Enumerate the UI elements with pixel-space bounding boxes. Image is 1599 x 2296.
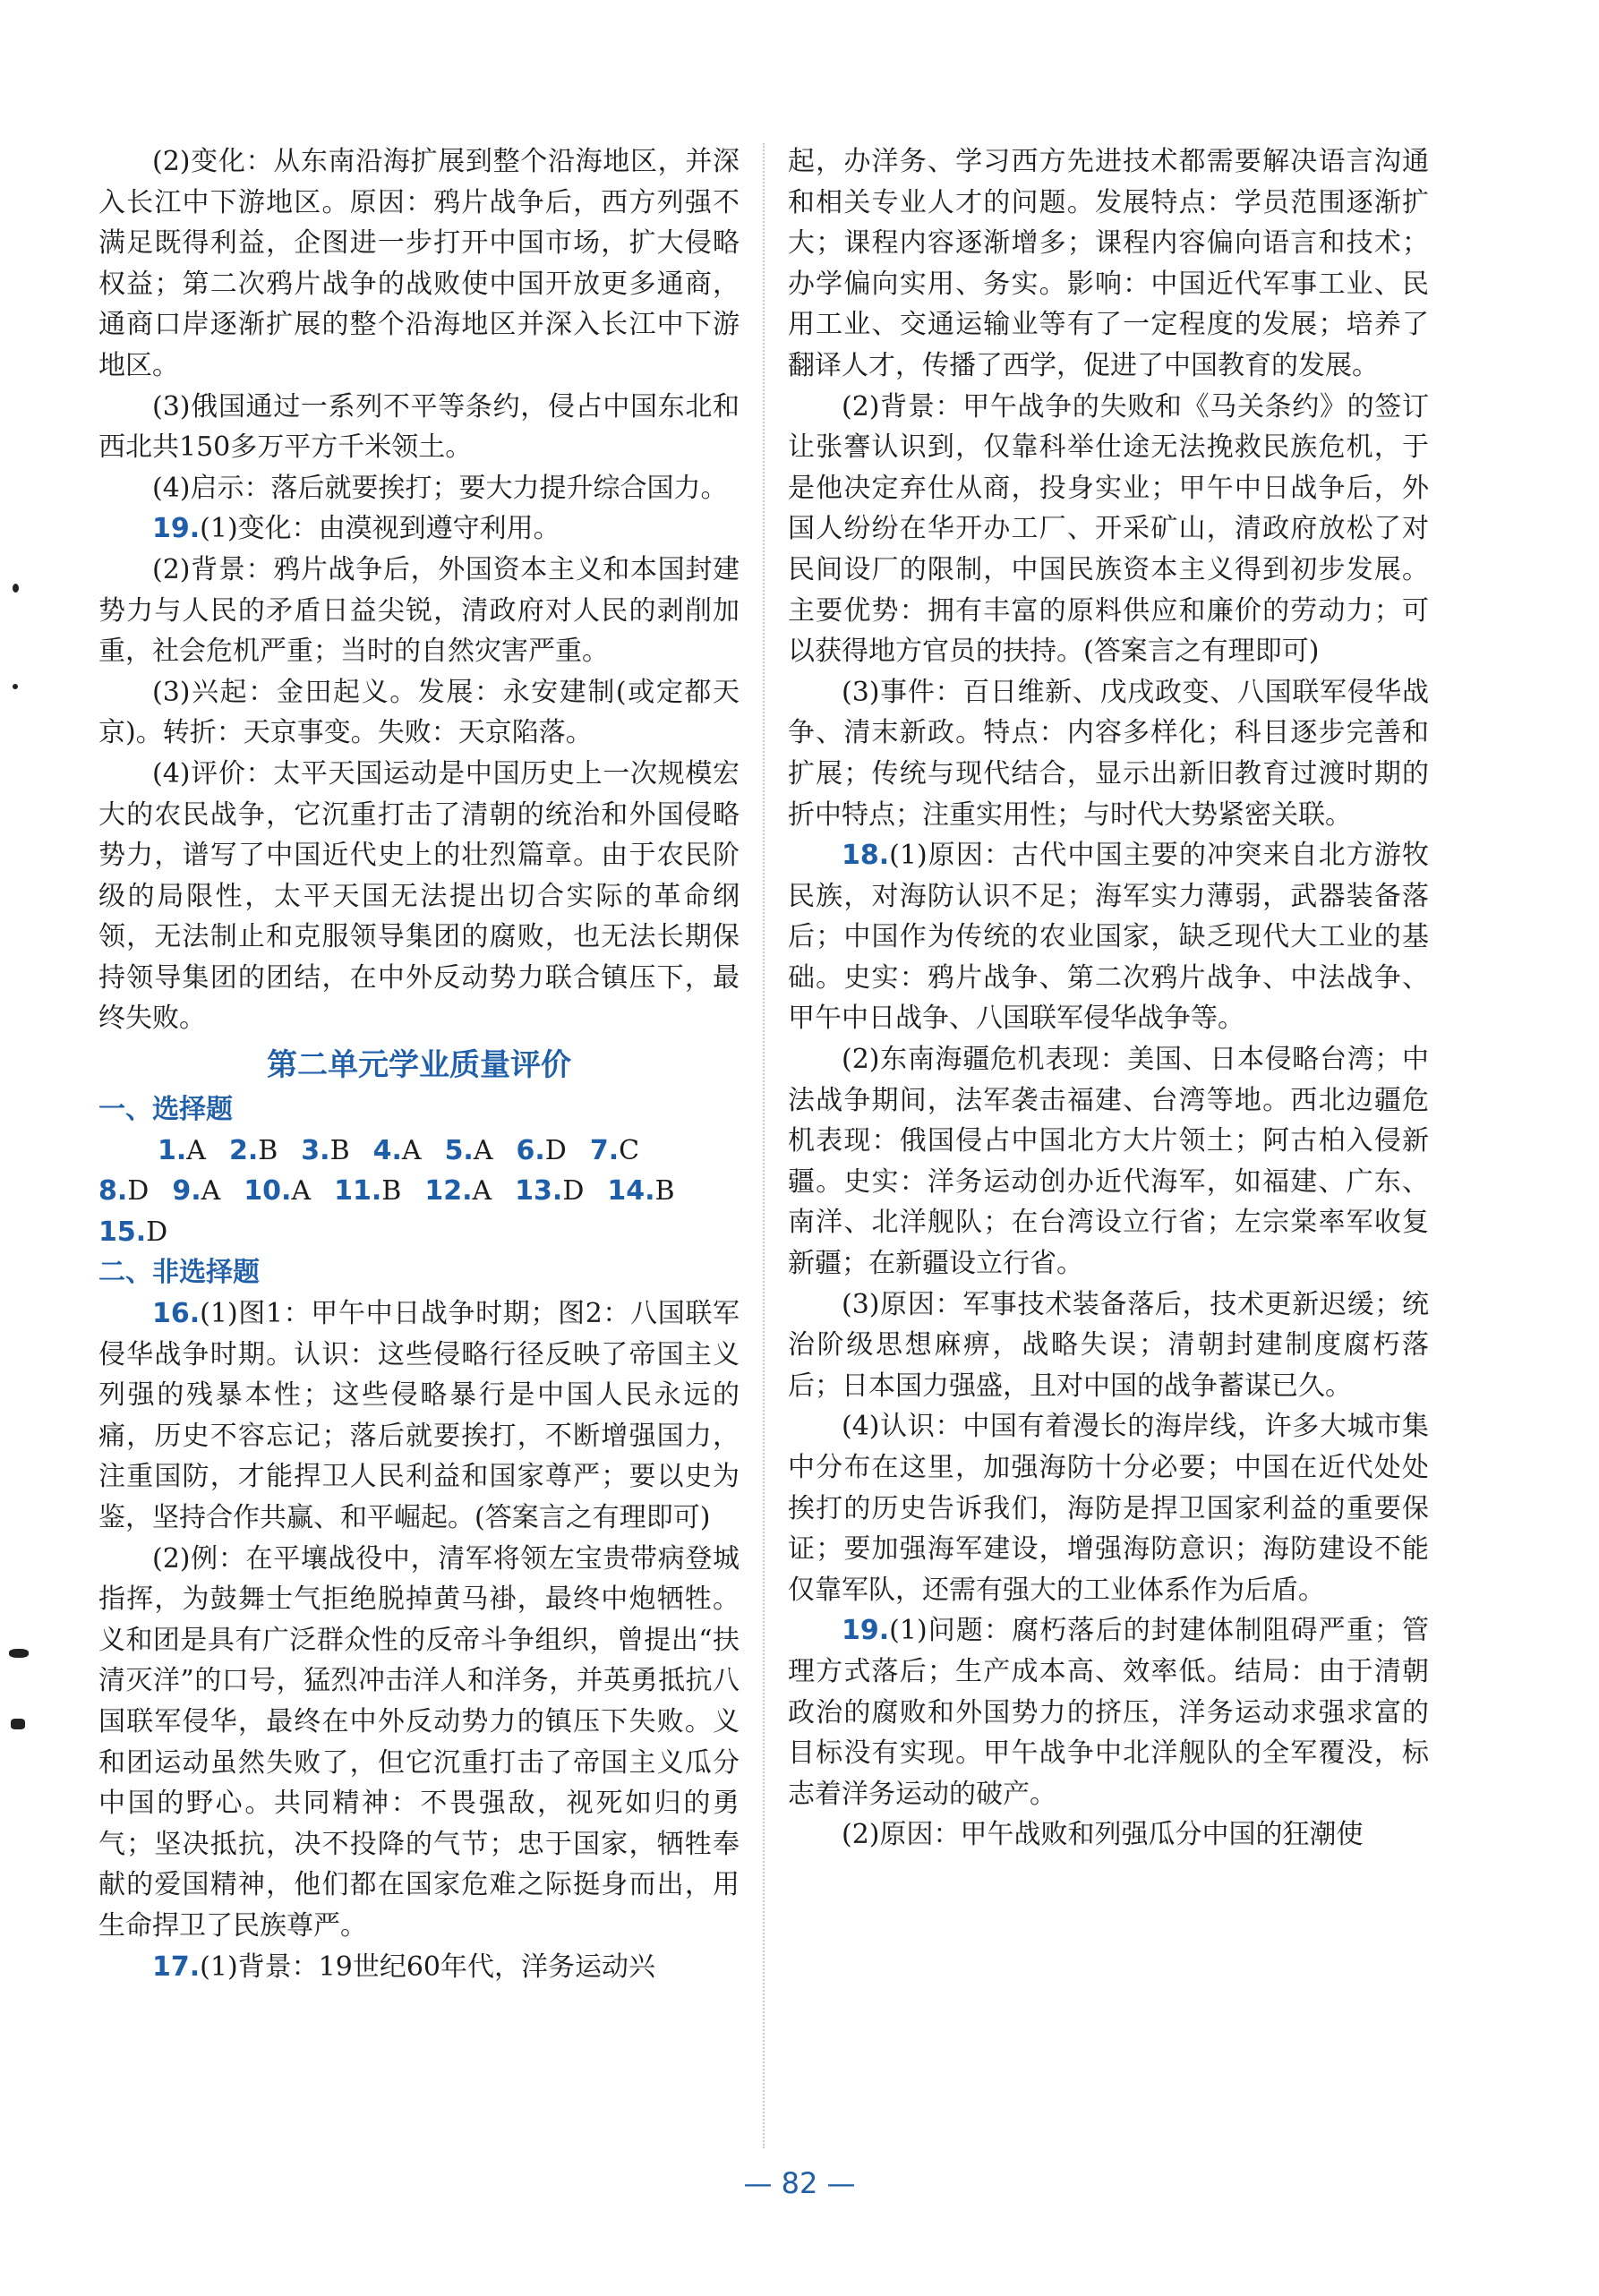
mc-answer [98,1212,167,1253]
mc-number: 8. [98,1175,128,1208]
mc-number: 9. [172,1175,201,1208]
mc-choice: A [473,1134,493,1166]
mc-number: 6. [516,1134,545,1166]
mc-answer [445,1131,493,1172]
mc-answer [244,1171,311,1212]
column-divider [763,143,765,2148]
mc-choice: D [544,1134,567,1166]
mc-choice: D [127,1175,150,1208]
question-number: 19. [842,1615,890,1647]
scan-mark [13,584,19,593]
mc-answer [517,1131,567,1172]
mc-answer [515,1171,584,1212]
multiple-choice-heading: 一、选择题 [98,1094,233,1126]
mc-number: 13. [515,1175,563,1208]
answer-paragraph: (3)俄国通过一系列不平等条约，侵占中国东北和西北共150多万平方千米领土。 [98,390,740,464]
mc-number: 15. [98,1216,147,1248]
answer-paragraph: (4)认识：中国有着漫长的海岸线，许多大城市集中分布在这里，加强海防十分必要；中国在近代处处挨打的历史告诉我们，海防是捍卫国家利益的重要保证；要加强海军建设，增强海防意识；海防建设不能仅靠军队，还需有强大的工业体系作为后盾。 [788,1411,1429,1606]
mc-number: 2. [228,1134,259,1166]
mc-choice: A [291,1175,312,1208]
answer-paragraph: (4)评价：太平天国运动是中国历史上一次规模宏大的农民战争，它沉重打击了清朝的统治和外国侵略势力，谱写了中国近代史上的壮烈篇章。由于农民阶级的局限性，太平天国无法提出切合实际的革命纲领，无法制止和克服领导集团的腐败，也无法长期保持领导集团的团结，在中外反动势力联合镇压下，最终失败。 [98,757,740,1035]
mc-number: 3. [301,1134,330,1166]
mc-answer [607,1171,674,1212]
answer-paragraph: (2)背景：鸦片战争后，外国资本主义和本国封建势力与人民的矛盾日益尖锐，清政府对人民的剥削加重，社会危机严重；当时的自然灾害严重。 [98,553,740,668]
mc-number: 5. [444,1134,474,1166]
answer-paragraph: (2)例：在平壤战役中，清军将领左宝贵带病登城指挥，为鼓舞士气拒绝脱掉黄马褂，最终中炮牺牲。义和团是具有广泛群众性的反帝斗争组织，曾提出“扶清灭洋”的口号，猛烈冲击洋人和洋务，并英勇抵抗八国联军侵华，最终在中外反动势力的镇压下失败。义和团运动虽然失败了，但它沉重打击了帝国主义瓜分中国的野心。共同精神：不畏强敌，视死如归的勇气；坚决抵抗，决不投降的气节；忠于国家，牺牲奉献的爱国精神，他们都在国家危难之际挺身而出，用生命捍卫了民族尊严。 [98,1542,740,1942]
question-18-part-1 [788,835,1429,1039]
mc-answer [158,1131,206,1172]
mc-number: 4. [372,1134,402,1166]
mc-number: 10. [244,1175,292,1208]
mc-number: 11. [334,1175,382,1208]
answer-paragraph: 起，办洋务、学习西方先进技术都需要解决语言沟通和相关专业人才的问题。发展特点：学员范围逐渐扩大；课程内容逐渐增多；课程内容偏向语言和技术；办学偏向实用、务实。影响：中国近代军事工业、民用工业、交通运输业等有了一定程度的发展；培养了翻译人才，传播了西学，促进了中国教育的发展。 [788,146,1429,381]
question-19-part-1 [98,508,740,550]
mc-number: 7. [589,1134,620,1166]
left-column [98,141,740,1987]
answer-paragraph: (2)背景：甲午战争的失败和《马关条约》的签订让张謇认识到，仅靠科举仕途无法挽救民族危机，于是他决定弃仕从商，投身实业；甲午中日战争后，外国人纷纷在华开办工厂、开采矿山，清政府放松了对民间设厂的限制，中国民族资本主义得到初步发展。主要优势：拥有丰富的原料供应和廉价的劳动力；可以获得地方官员的扶持。(答案言之有理即可) [788,390,1429,668]
scan-mark [13,684,18,689]
question-16-part-1 [98,1293,740,1539]
answer-text: (1)背景：19世纪60年代，洋务运动兴 [200,1950,655,1983]
mc-choice: B [329,1134,350,1166]
mc-number: 12. [424,1175,473,1208]
question-17-part-1 [98,1947,740,1988]
mc-choice: A [401,1134,422,1166]
mc-answer-row [98,1131,740,1172]
mc-answer [424,1171,492,1212]
mc-choice: C [619,1134,640,1166]
mc-answer [172,1171,220,1212]
mc-choice: D [146,1216,168,1248]
mc-answer-row [98,1212,740,1253]
mc-answer [98,1171,149,1212]
mc-answer-row [98,1171,740,1212]
question-number: 16. [152,1298,201,1330]
question-number: 18. [842,840,890,872]
question-number: 19. [152,513,201,545]
answer-text: (1)变化：由漠视到遵守利用。 [200,513,560,545]
mc-choice: A [472,1175,492,1208]
mc-answer [590,1131,639,1172]
mc-answer [229,1131,278,1172]
mc-number: 14. [607,1175,655,1208]
answer-text: (1)图1：甲午中日战争时期；图2：八国联军侵华战争时期。认识：这些侵略行径反映了帝国主义列强的残暴本性；这些侵略暴行是中国人民永远的痛，历史不容忘记；落后就要挨打，不断增强国力，注重国防，才能捍卫人民利益和国家尊严；要以史为鉴，坚持合作共赢、和平崛起。(答案言之有理即可) [98,1298,740,1533]
page-number: — 82 — [743,2166,856,2200]
right-column [788,141,1429,1856]
mc-choice: B [381,1175,402,1208]
answer-paragraph: (2)变化：从东南沿海扩展到整个沿海地区，并深入长江中下游地区。原因：鸦片战争后，西方列强不满足既得利益，企图进一步打开中国市场，扩大侵略权益；第二次鸦片战争的战败使中国开放更多通商，通商口岸逐渐扩展的整个沿海地区并深入长江中下游地区。 [98,146,740,381]
mc-choice: A [201,1175,221,1208]
mc-answer [301,1131,349,1172]
answer-text: (1)原因：古代中国主要的冲突来自北方游牧民族，对海防认识不足；海军实力薄弱，武器装备落后；中国作为传统的农业国家，缺乏现代大工业的基础。史实：鸦片战争、第二次鸦片战争、中法战争、甲午中日战争、八国联军侵华战争等。 [788,840,1429,1035]
mc-choice: B [654,1175,675,1208]
answer-paragraph: (3)兴起：金田起义。发展：永安建制(或定都天京)。转折：天京事变。失败：天京陷落。 [98,676,740,749]
scan-mark [11,1719,25,1729]
non-multiple-choice-heading: 二、非选择题 [98,1257,260,1289]
answer-paragraph: (3)原因：军事技术装备落后，技术更新迟缓；统治阶级思想麻痹，战略失误；清朝封建制度腐朽落后；日本国力强盛，且对中国的战争蓄谋已久。 [788,1288,1429,1402]
answer-paragraph: (2)东南海疆危机表现：美国、日本侵略台湾；中法战争期间，法军袭击福建、台湾等地。西北边疆危机表现：俄国侵占中国北方大片领土；阿古柏入侵新疆。史实：洋务运动创办近代海军，如福建、广东、南洋、北洋舰队；在台湾设立行省；左宗棠率军收复新疆；在新疆设立行省。 [788,1044,1429,1280]
answer-paragraph: (2)原因：甲午战败和列强瓜分中国的狂潮使 [842,1819,1364,1851]
scan-mark [9,1649,29,1658]
question-number: 17. [152,1950,201,1983]
question-19-part-1 [788,1610,1429,1814]
mc-choice: D [562,1175,585,1208]
mc-choice: B [258,1134,278,1166]
mc-number: 1. [158,1134,187,1166]
section-title: 第二单元学业质量评价 [267,1047,571,1084]
answer-paragraph: (3)事件：百日维新、戊戌政变、八国联军侵华战争、清末新政。特点：内容多样化；科目逐步完善和扩展；传统与现代结合，显示出新旧教育过渡时期的折中特点；注重实用性；与时代大势紧密关联。 [788,676,1429,831]
mc-choice: A [186,1134,206,1166]
mc-answer [373,1131,422,1172]
mc-answer [334,1171,401,1212]
answer-paragraph: (4)启示：落后就要挨打；要大力提升综合国力。 [152,472,728,504]
answer-text: (1)问题：腐朽落后的封建体制阻碍严重；管理方式落后；生产成本高、效率低。结局：由于清朝政治的腐败和外国势力的挤压，洋务运动求强求富的目标没有实现。甲午战争中北洋舰队的全军覆没，标志着洋务运动的破产。 [788,1615,1429,1810]
